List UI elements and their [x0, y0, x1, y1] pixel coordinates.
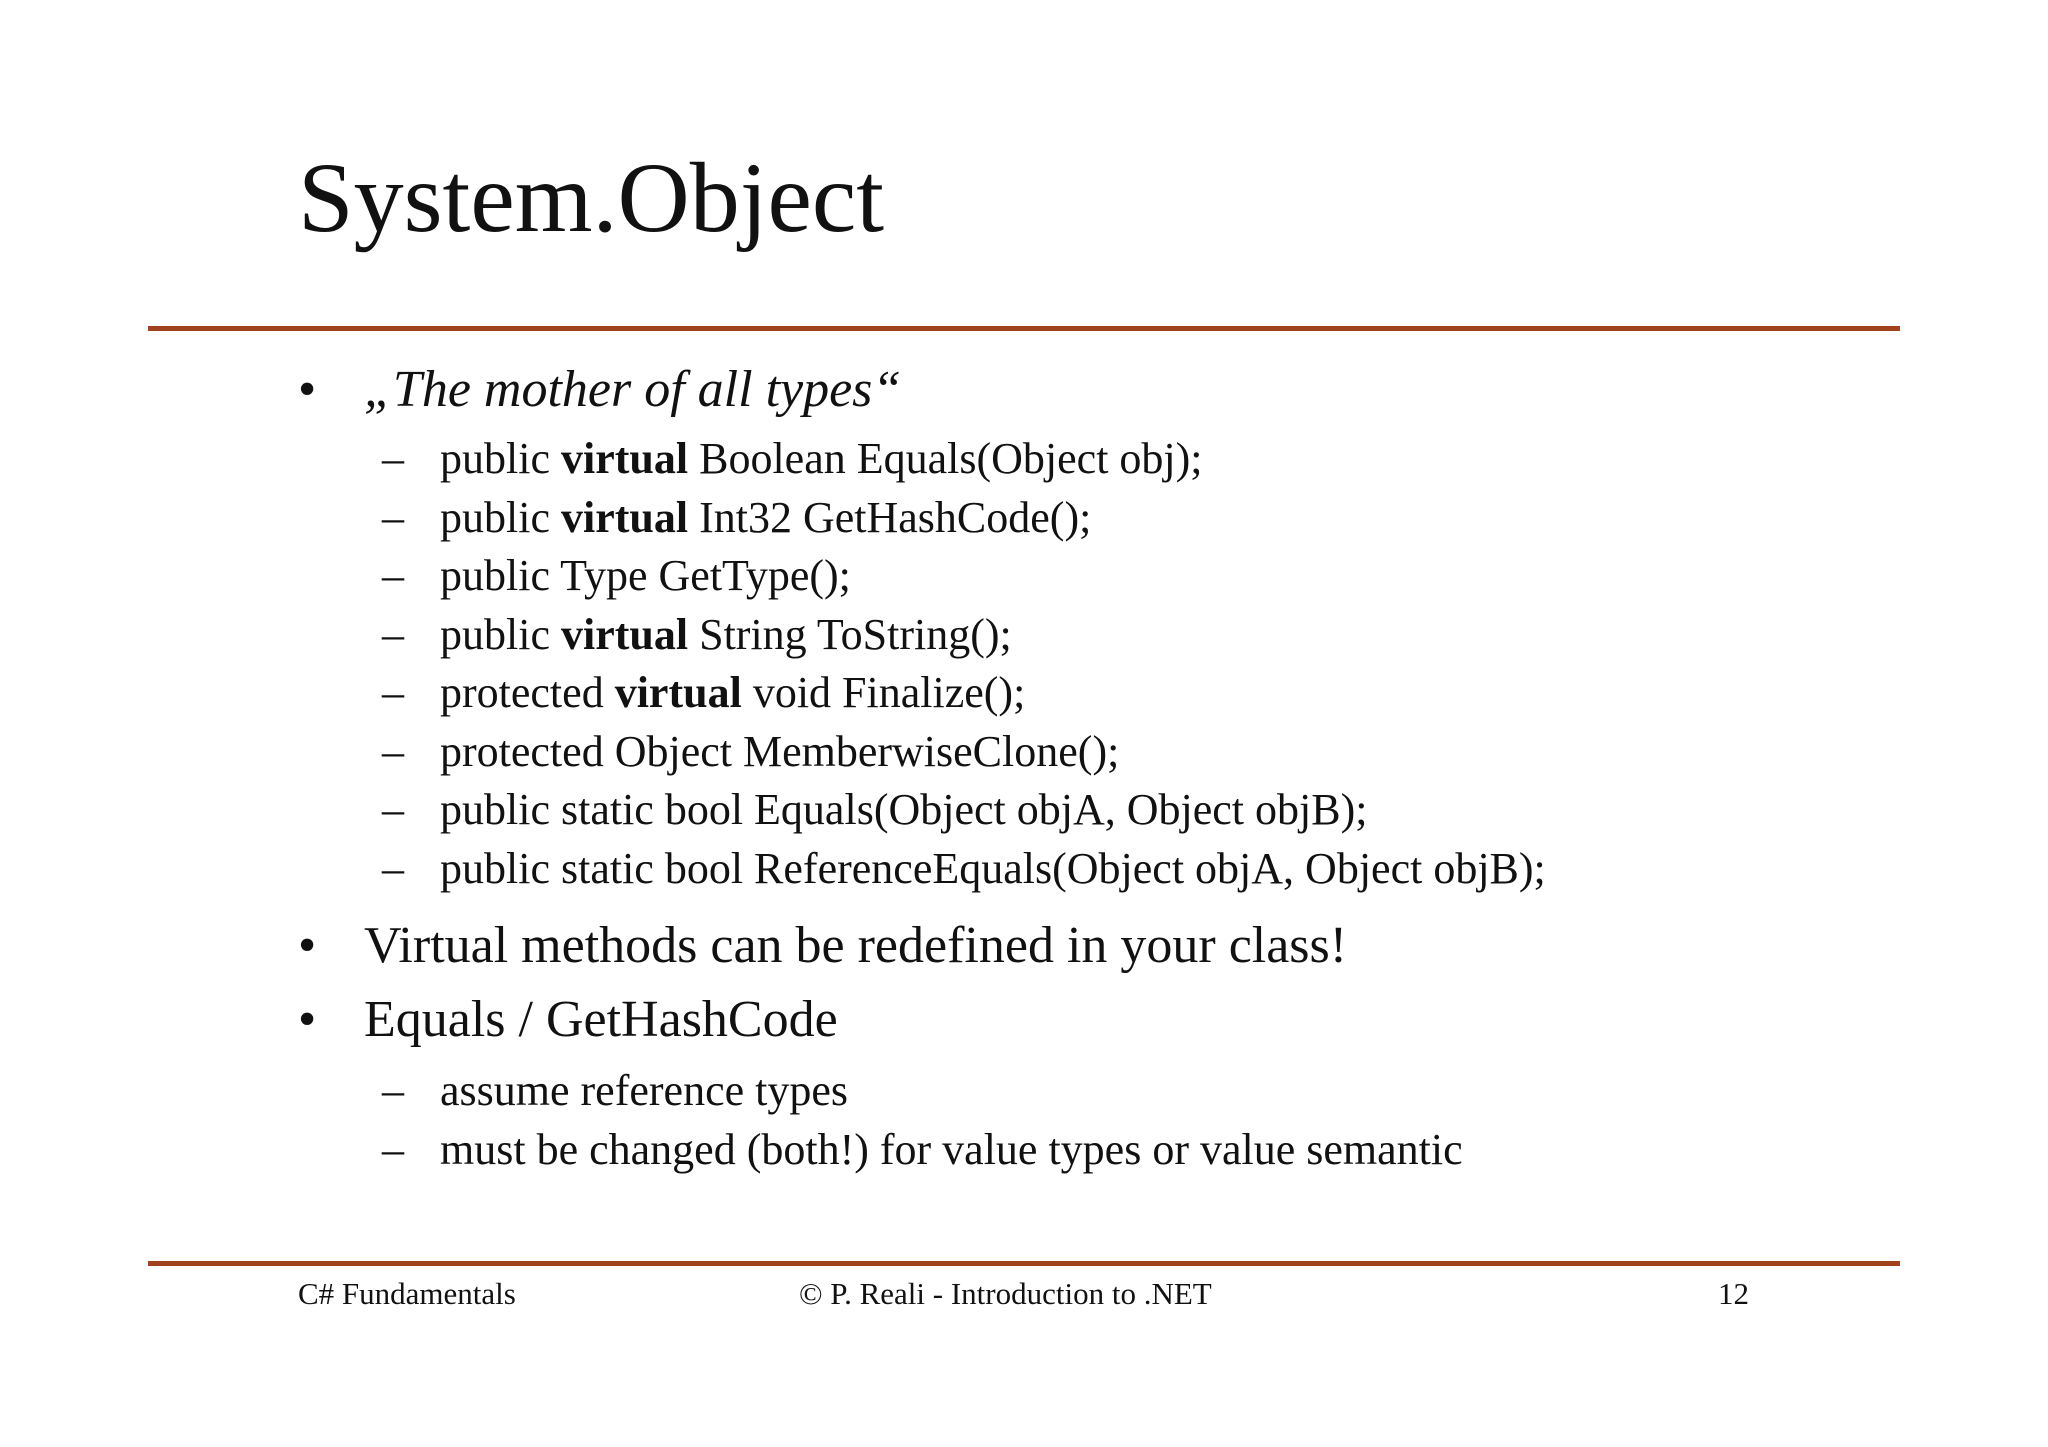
method-keyword: virtual: [560, 492, 689, 542]
dash-marker: –: [382, 434, 404, 483]
footer-course-label: C# Fundamentals: [298, 1276, 516, 1311]
bullet-intro-text: „The mother of all types“: [364, 361, 902, 418]
method-keyword: virtual: [560, 609, 689, 659]
method-item: [298, 781, 1898, 840]
method-item: [298, 547, 1898, 606]
dash-marker: –: [382, 1124, 404, 1174]
dash-marker: –: [382, 785, 404, 834]
method-text-pre: public: [440, 492, 561, 542]
dash-marker: –: [382, 492, 404, 542]
bullet-marker: •: [298, 991, 317, 1048]
dash-marker: –: [382, 843, 404, 893]
dash-marker: –: [382, 551, 404, 600]
method-text-post: String ToString();: [688, 609, 1012, 659]
method-item: [298, 723, 1898, 782]
bullet-equals-heading: [298, 990, 1898, 1050]
bullet-virtual-note: [298, 916, 1898, 976]
method-text-post: Int32 GetHashCode();: [688, 492, 1092, 542]
method-item: [298, 489, 1898, 548]
title-divider: [148, 326, 1900, 331]
method-keyword: virtual: [560, 434, 689, 483]
slide-title: System.Object: [298, 142, 885, 253]
equals-note-item: [298, 1062, 1898, 1121]
footer-divider: [148, 1261, 1900, 1266]
footer-copyright: © P. Reali - Introduction to .NET: [799, 1276, 1212, 1311]
method-item: [298, 606, 1898, 665]
equals-note-text: must be changed (both!) for value types or value semantic: [440, 1124, 1463, 1174]
method-item: [298, 840, 1898, 899]
method-text-pre: protected: [440, 668, 615, 717]
method-item: [298, 664, 1898, 723]
bullet-marker: •: [298, 917, 317, 974]
method-item: [298, 430, 1898, 489]
dash-marker: –: [382, 609, 404, 659]
method-text-pre: protected Object MemberwiseClone();: [440, 726, 1120, 776]
method-text-pre: public static bool ReferenceEquals(Object objA, Object objB);: [440, 843, 1546, 893]
equals-note-item: [298, 1121, 1898, 1180]
bullet-intro: [298, 360, 1898, 420]
method-text-post: void Finalize();: [741, 668, 1026, 717]
method-text-pre: public static bool Equals(Object objA, Object objB);: [440, 785, 1368, 834]
method-text-pre: public: [440, 609, 561, 659]
dash-marker: –: [382, 1066, 404, 1115]
bullet-marker: •: [298, 361, 317, 418]
bullet-equals-heading-text: Equals / GetHashCode: [364, 991, 838, 1048]
method-keyword: virtual: [614, 668, 742, 717]
equals-note-text: assume reference types: [440, 1066, 849, 1115]
bullet-virtual-note-text: Virtual methods can be redefined in your class!: [364, 917, 1348, 974]
method-text-pre: public: [440, 434, 561, 483]
method-text-post: Boolean Equals(Object obj);: [688, 434, 1203, 483]
footer-page-number: 12: [1718, 1276, 1749, 1311]
slide-content: [298, 360, 1898, 1179]
dash-marker: –: [382, 726, 404, 776]
method-text-pre: public Type GetType();: [440, 551, 851, 600]
dash-marker: –: [382, 668, 404, 717]
